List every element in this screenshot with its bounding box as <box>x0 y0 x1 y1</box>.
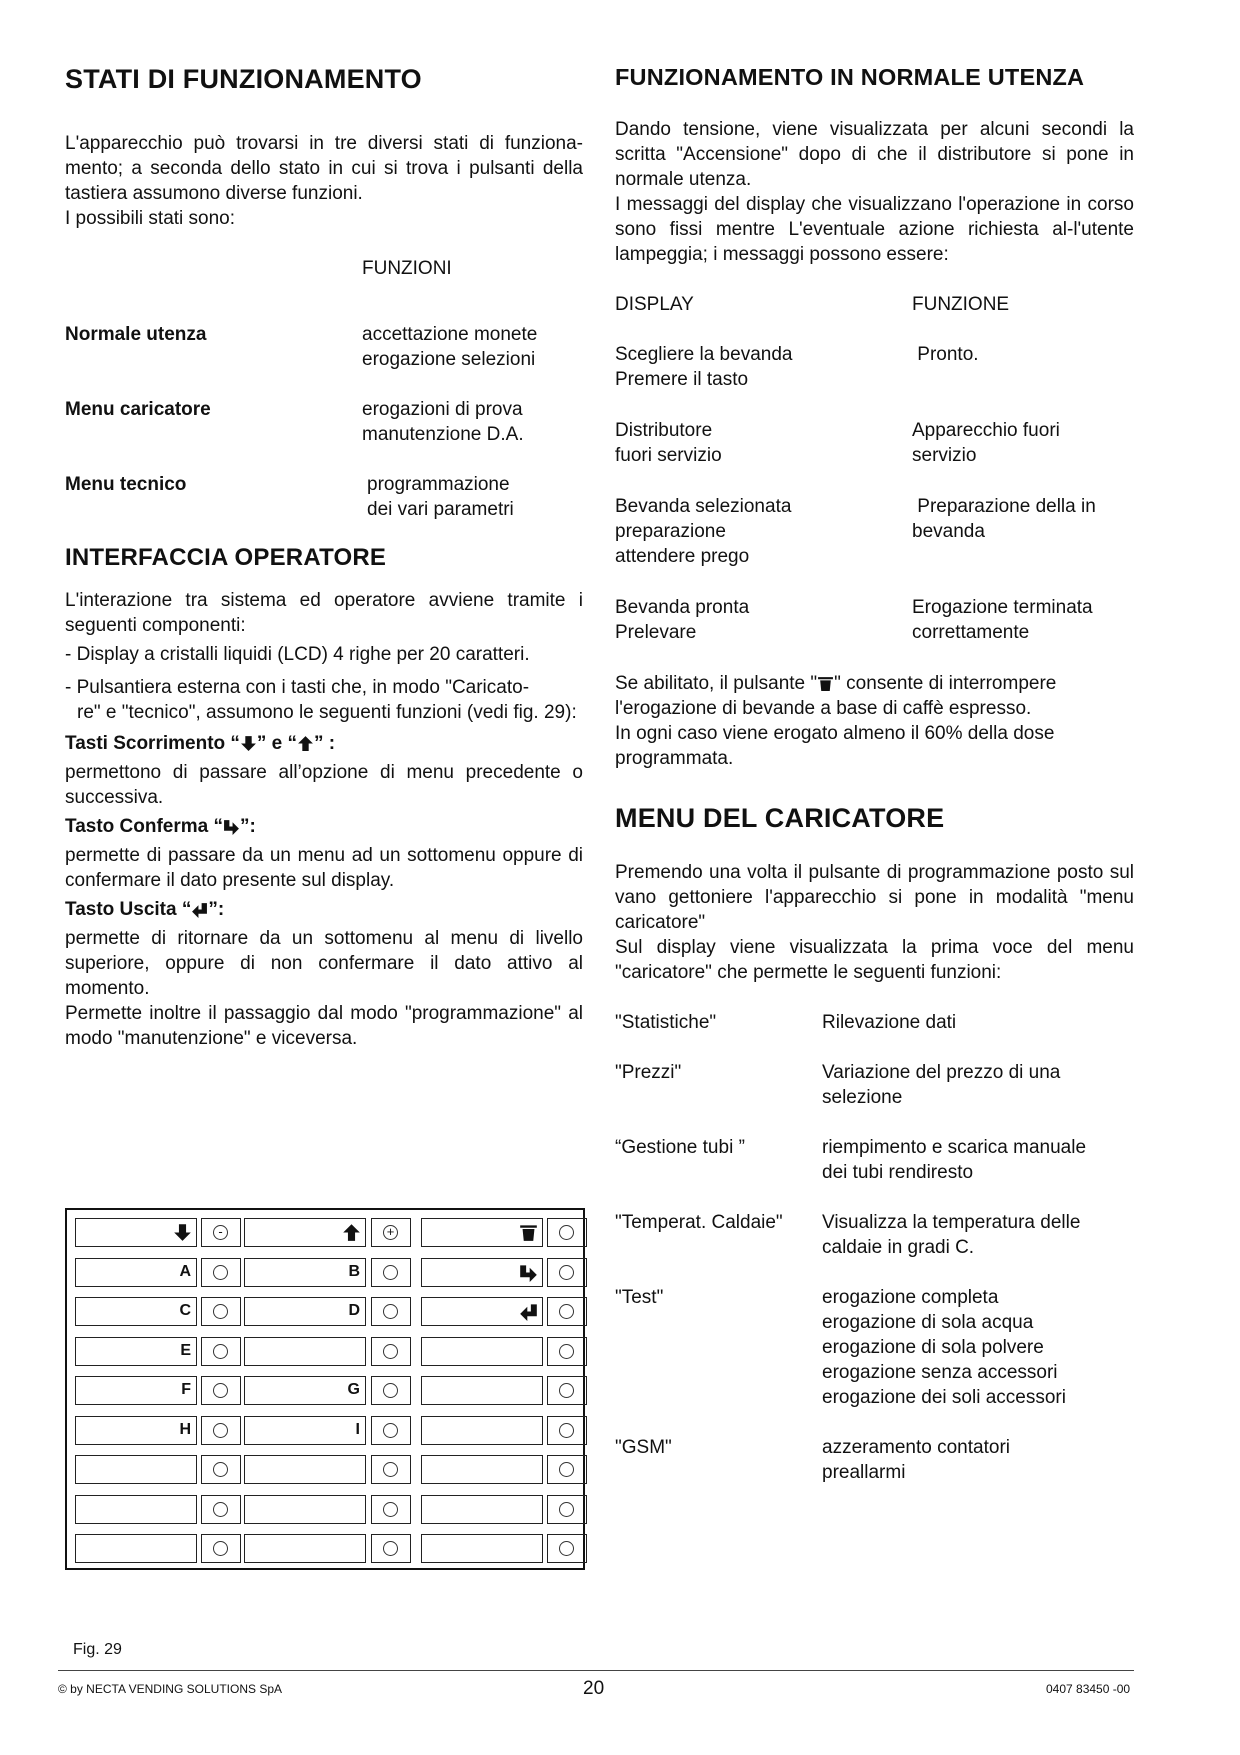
stop-button-text: Se abilitato, il pulsante " " consente di interrompere l'erogazione di bevande a base di caffè espresso. <box>615 673 1057 719</box>
led-indicator-icon <box>213 1423 228 1438</box>
keypad-key[interactable] <box>421 1218 543 1247</box>
normale-intro: Dando tensione, viene visualizzata per alcuni secondi la scritta "Accensione" dopo di che il distributore si pone in normale utenza. <box>615 119 1134 190</box>
keypad-key[interactable] <box>244 1258 366 1287</box>
keypad-led <box>547 1258 587 1287</box>
led-indicator-icon <box>383 1225 398 1240</box>
keypad-led <box>371 1297 411 1326</box>
arrow-left-exit-icon <box>519 1302 538 1321</box>
keypad-key[interactable] <box>75 1495 197 1524</box>
keypad-key[interactable] <box>244 1534 366 1563</box>
keypad-key-label: E <box>180 1341 191 1359</box>
led-indicator-icon <box>383 1502 398 1517</box>
page-number: 20 <box>583 1678 605 1699</box>
menu-item: "GSM" azzeramento contatori preallarmi <box>615 1437 1010 1483</box>
led-indicator-icon <box>383 1304 398 1319</box>
messages-header <box>615 292 1134 317</box>
menu-intro: Premendo una volta il pulsante di programmazione posto sul vano gettoniere l'apparecchio si pone in modalità "menu caricatore" <box>615 862 1134 933</box>
led-indicator-icon <box>559 1304 574 1319</box>
footer-copyright: © by NECTA VENDING SOLUTIONS SpA <box>58 1682 283 1696</box>
menu-item: "Prezzi" Variazione del prezzo di una selezione <box>615 1062 1061 1108</box>
keypad-key[interactable] <box>244 1455 366 1484</box>
keypad-key[interactable] <box>421 1258 543 1287</box>
keypad-led <box>547 1534 587 1563</box>
state-functions: accettazione monete erogazione selezioni <box>362 324 538 370</box>
keypad-key[interactable] <box>421 1376 543 1405</box>
states-table <box>65 322 583 522</box>
led-indicator-icon <box>213 1462 228 1477</box>
bullet-keypad-1: - Pulsantiera esterna con i tasti che, in modo "Caricato- <box>65 677 530 698</box>
confirm-key-title: Tasto Conferma “ ”: <box>65 816 256 837</box>
led-indicator-icon <box>559 1383 574 1398</box>
keypad-led <box>201 1297 241 1326</box>
led-indicator-icon <box>213 1225 228 1240</box>
keypad-led <box>547 1376 587 1405</box>
keypad-led <box>201 1337 241 1366</box>
keypad-led <box>371 1218 411 1247</box>
keypad-key-label: D <box>348 1302 360 1319</box>
keypad-led <box>371 1416 411 1445</box>
led-indicator-icon <box>213 1344 228 1359</box>
message-row: Bevanda selezionata preparazione attendere prego Preparazione della in bevanda <box>615 496 1096 567</box>
keypad-key-label: H <box>179 1420 191 1438</box>
keypad-led <box>547 1495 587 1524</box>
keypad-key-label: B <box>348 1262 360 1280</box>
message-row: Scegliere la bevanda Premere il tasto Pronto. <box>615 344 979 390</box>
keypad-key[interactable] <box>244 1297 366 1326</box>
section-title-menu-caricatore: MENU DEL CARICATORE <box>615 803 945 833</box>
keypad-key[interactable] <box>75 1416 197 1445</box>
keypad-key[interactable] <box>75 1376 197 1405</box>
keypad-key[interactable] <box>244 1416 366 1445</box>
led-indicator-icon <box>559 1423 574 1438</box>
arrow-down-icon <box>240 735 257 752</box>
scroll-keys-title: Tasti Scorrimento “ ” e “ ” : <box>65 733 336 754</box>
led-indicator-icon <box>559 1265 574 1280</box>
section-title-normale-utenza: FUNZIONAMENTO IN NORMALE UTENZA <box>615 64 1085 90</box>
led-indicator-icon <box>559 1462 574 1477</box>
keypad-led <box>371 1534 411 1563</box>
interface-intro: L'interazione tra sistema ed operatore avviene tramite i seguenti componenti: <box>65 590 583 636</box>
keypad-led <box>371 1376 411 1405</box>
keypad-led <box>547 1337 587 1366</box>
menu-item: "Temperat. Caldaie" Visualizza la temperatura delle caldaie in gradi C. <box>615 1212 1081 1258</box>
keypad-led <box>371 1258 411 1287</box>
state-name: Normale utenza <box>65 324 207 345</box>
funzioni-header: FUNZIONI <box>362 258 452 279</box>
keypad-led <box>547 1218 587 1247</box>
exit-key-title: Tasto Uscita “ ”: <box>65 899 225 920</box>
state-name: Menu tecnico <box>65 474 187 495</box>
state-row <box>65 322 583 372</box>
bullet-display: - Display a cristalli liquidi (LCD) 4 righe per 20 caratteri. <box>65 644 530 665</box>
led-indicator-icon <box>559 1225 574 1240</box>
arrow-left-exit-icon <box>191 901 208 918</box>
keypad-led <box>371 1455 411 1484</box>
led-indicator-icon <box>213 1541 228 1556</box>
keypad-key-label: A <box>179 1262 191 1280</box>
keypad-key[interactable] <box>75 1534 197 1563</box>
keypad-led <box>547 1297 587 1326</box>
led-indicator-icon <box>213 1383 228 1398</box>
right-column <box>615 64 1134 1485</box>
menu-item: “Gestione tubi ” riempimento e scarica manuale dei tubi rendiresto <box>615 1137 1087 1183</box>
keypad-key[interactable] <box>75 1218 197 1247</box>
led-indicator-icon <box>383 1462 398 1477</box>
menu-item: "Test" erogazione completa erogazione di sola acqua erogazione di sola polvere erogazione senza accessori erogazione dei soli accessori <box>615 1287 1066 1408</box>
keypad-key[interactable] <box>75 1297 197 1326</box>
keypad-led <box>547 1455 587 1484</box>
keypad-key[interactable] <box>421 1297 543 1326</box>
function-header: FUNZIONE <box>912 294 1010 315</box>
led-indicator-icon <box>213 1304 228 1319</box>
keypad-figure <box>65 1208 585 1570</box>
led-indicator-icon <box>383 1344 398 1359</box>
keypad-key-label: I <box>355 1420 360 1438</box>
confirm-key-text: permette di passare da un menu ad un sottomenu oppure di confermare il dato presente sul display. <box>65 845 583 891</box>
arrow-up-icon <box>297 735 314 752</box>
keypad-key[interactable] <box>244 1218 366 1247</box>
normale-intro-2: I messaggi del display che visualizzano l'operazione in corso sono fissi mentre L'eventuale azione richiesta al-l'utente lampeggia; i messaggi possono essere: <box>615 194 1134 265</box>
keypad-led <box>371 1337 411 1366</box>
led-indicator-icon <box>559 1541 574 1556</box>
state-name: Menu caricatore <box>65 399 211 420</box>
stop-button-text-2: In ogni caso viene erogato almeno il 60% della dose programmata. <box>615 723 1055 769</box>
menu-item: "Statistiche" Rilevazione dati <box>615 1012 957 1033</box>
cup-stop-icon <box>519 1223 538 1242</box>
led-symbol: - <box>218 1224 223 1239</box>
scroll-keys-text: permettono di passare all’opzione di menu precedente o successiva. <box>65 762 583 808</box>
state-row <box>65 397 583 447</box>
exit-key-text: permette di ritornare da un sottomenu al menu di livello superiore, oppure di non confermare il dato attivo al momento. <box>65 928 583 999</box>
keypad-led <box>201 1258 241 1287</box>
led-indicator-icon <box>383 1383 398 1398</box>
arrow-down-icon <box>173 1223 192 1242</box>
keypad-key-label: F <box>181 1381 191 1398</box>
bullet-keypad-2: re" e "tecnico", assumono le seguenti funzioni (vedi fig. 29): <box>77 702 577 723</box>
arrow-up-icon <box>342 1223 361 1242</box>
cup-stop-icon <box>817 675 834 692</box>
keypad-key[interactable] <box>421 1455 543 1484</box>
stati-intro: L'apparecchio può trovarsi in tre diversi stati di funziona-mento; a seconda dello stato in cui si trova i pulsanti della tastiera assumono diverse funzioni. <box>65 133 583 204</box>
display-header: DISPLAY <box>615 294 694 315</box>
stati-intro-2: I possibili stati sono: <box>65 208 236 229</box>
keypad-key[interactable] <box>421 1495 543 1524</box>
keypad-led <box>201 1495 241 1524</box>
exit-key-text-2: Permette inoltre il passaggio dal modo "programmazione" al modo "manutenzione" e viceversa. <box>65 1003 583 1049</box>
keypad-led <box>201 1416 241 1445</box>
arrow-right-confirm-icon <box>223 818 240 835</box>
keypad-led <box>201 1455 241 1484</box>
menu-intro-2: Sul display viene visualizzata la prima voce del menu "caricatore" che permette le seguenti funzioni: <box>615 937 1134 983</box>
state-functions: erogazioni di prova manutenzione D.A. <box>362 399 524 445</box>
keypad-led <box>371 1495 411 1524</box>
state-row <box>65 472 583 522</box>
led-indicator-icon <box>213 1502 228 1517</box>
keypad-key[interactable] <box>75 1455 197 1484</box>
keypad-key[interactable] <box>421 1534 543 1563</box>
led-indicator-icon <box>383 1265 398 1280</box>
keypad-led <box>201 1534 241 1563</box>
keypad-key[interactable] <box>244 1495 366 1524</box>
keypad-led <box>547 1416 587 1445</box>
keypad-key-label: G <box>347 1381 360 1398</box>
keypad-key[interactable] <box>421 1416 543 1445</box>
menu-items <box>615 1010 1134 1485</box>
led-symbol: + <box>386 1224 395 1239</box>
led-indicator-icon <box>559 1344 574 1359</box>
section-title-interfaccia: INTERFACCIA OPERATORE <box>65 544 387 571</box>
message-row: Bevanda pronta Prelevare Erogazione terminata correttamente <box>615 597 1093 643</box>
state-functions: programmazione dei vari parametri <box>367 474 514 520</box>
keypad-key[interactable] <box>244 1337 366 1366</box>
led-indicator-icon <box>383 1423 398 1438</box>
led-indicator-icon <box>213 1265 228 1280</box>
section-title-stati: STATI DI FUNZIONAMENTO <box>65 64 422 94</box>
arrow-right-confirm-icon <box>519 1263 538 1282</box>
message-row: Distributore fuori servizio Apparecchio fuori servizio <box>615 420 1060 466</box>
keypad-key[interactable] <box>75 1337 197 1366</box>
footer-divider <box>58 1670 1134 1671</box>
led-indicator-icon <box>559 1502 574 1517</box>
document-code: 0407 83450 -00 <box>1046 1682 1131 1696</box>
keypad-key[interactable] <box>75 1258 197 1287</box>
led-indicator-icon <box>383 1541 398 1556</box>
left-column <box>65 64 583 1051</box>
keypad-key[interactable] <box>421 1337 543 1366</box>
keypad-led <box>201 1376 241 1405</box>
keypad-key[interactable] <box>244 1376 366 1405</box>
figure-caption: Fig. 29 <box>73 1641 122 1658</box>
keypad-key-label: C <box>179 1302 191 1319</box>
keypad-led <box>201 1218 241 1247</box>
